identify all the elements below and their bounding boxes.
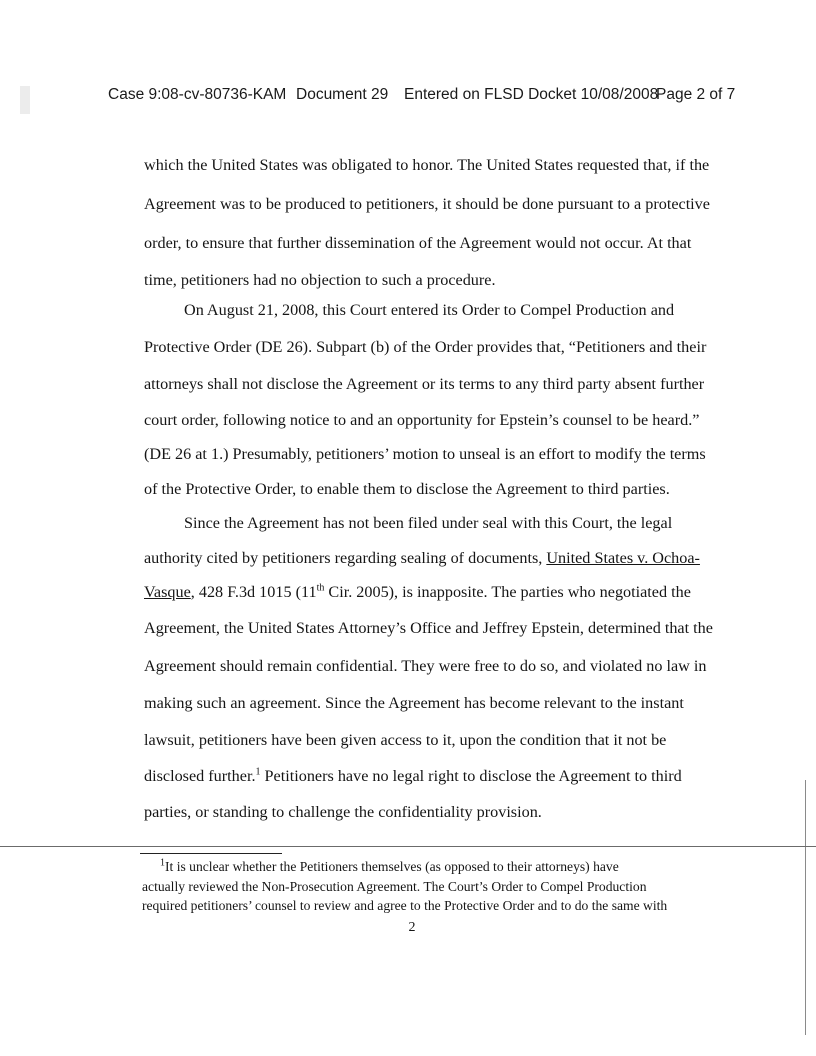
document-number: Document 29 (296, 86, 389, 103)
body-line: Agreement, the United States Attorney’s Office and Jeffrey Epstein, determined that the (144, 619, 713, 637)
body-text-run: authority cited by petitioners regarding sealing of documents, (144, 549, 547, 567)
body-line (144, 767, 682, 786)
body-line: (DE 26 at 1.) Presumably, petitioners’ motion to unseal is an effort to modify the terms (144, 445, 706, 463)
body-line (144, 549, 700, 568)
body-text-run: , 428 F.3d 1015 (11 (190, 583, 317, 601)
body-text-run: disclosed further. (144, 767, 256, 785)
footnote-text: It is unclear whether the Petitioners themselves (as opposed to their attorneys) have (165, 859, 619, 874)
footnote-rule (140, 853, 282, 854)
footnote-reference: 1 (255, 766, 261, 778)
scan-separator-line (0, 846, 816, 847)
body-line: of the Protective Order, to enable them to disclose the Agreement to third parties. (144, 480, 670, 498)
docket-entry-date: Entered on FLSD Docket 10/08/2008 (404, 86, 659, 103)
case-number: Case 9:08-cv-80736-KAM (108, 86, 287, 103)
body-line: On August 21, 2008, this Court entered its Order to Compel Production and (184, 301, 675, 319)
body-line: Agreement should remain confidential. They were free to do so, and violated no law in (144, 657, 707, 675)
body-line: making such an agreement. Since the Agreement has become relevant to the instant (144, 694, 684, 712)
body-line: court order, following notice to and an opportunity for Epstein’s counsel to be heard.” (144, 411, 700, 429)
footnote-line: required petitioners’ counsel to review and agree to the Protective Order and to do the same with (142, 898, 668, 913)
body-line (144, 583, 691, 602)
footnote-marker: 1 (160, 857, 165, 869)
case-citation: United States v. Ochoa- (546, 549, 700, 567)
body-line: lawsuit, petitioners have been given access to it, upon the condition that it not be (144, 731, 667, 749)
footnote-line: actually reviewed the Non-Prosecution Agreement. The Court’s Order to Compel Production (142, 879, 647, 894)
scan-edge-line (805, 780, 806, 1035)
body-line: time, petitioners had no objection to such a procedure. (144, 271, 496, 289)
body-text-run: Petitioners have no legal right to disclose the Agreement to third (260, 767, 682, 785)
document-header (108, 86, 748, 108)
body-line: order, to ensure that further dissemination of the Agreement would not occur. At that (144, 234, 692, 252)
body-line: attorneys shall not disclose the Agreement or its terms to any third party absent further (144, 375, 705, 393)
body-text-run: Cir. 2005), is inapposite. The parties who negotiated the (324, 583, 691, 601)
body-line: Agreement was to be produced to petitioners, it should be done pursuant to a protective (144, 195, 710, 213)
page-indicator: Page 2 of 7 (656, 86, 736, 103)
page-number: 2 (408, 920, 416, 935)
superscript: th (316, 582, 325, 594)
body-line: which the United States was obligated to honor. The United States requested that, if the (144, 156, 710, 174)
footnote-line (160, 859, 619, 875)
scan-artifact (20, 86, 30, 114)
body-line: Protective Order (DE 26). Subpart (b) of the Order provides that, “Petitioners and their (144, 338, 707, 356)
case-citation: Vasque (144, 583, 191, 601)
body-line: parties, or standing to challenge the confidentiality provision. (144, 803, 542, 821)
body-line: Since the Agreement has not been filed under seal with this Court, the legal (184, 514, 673, 532)
